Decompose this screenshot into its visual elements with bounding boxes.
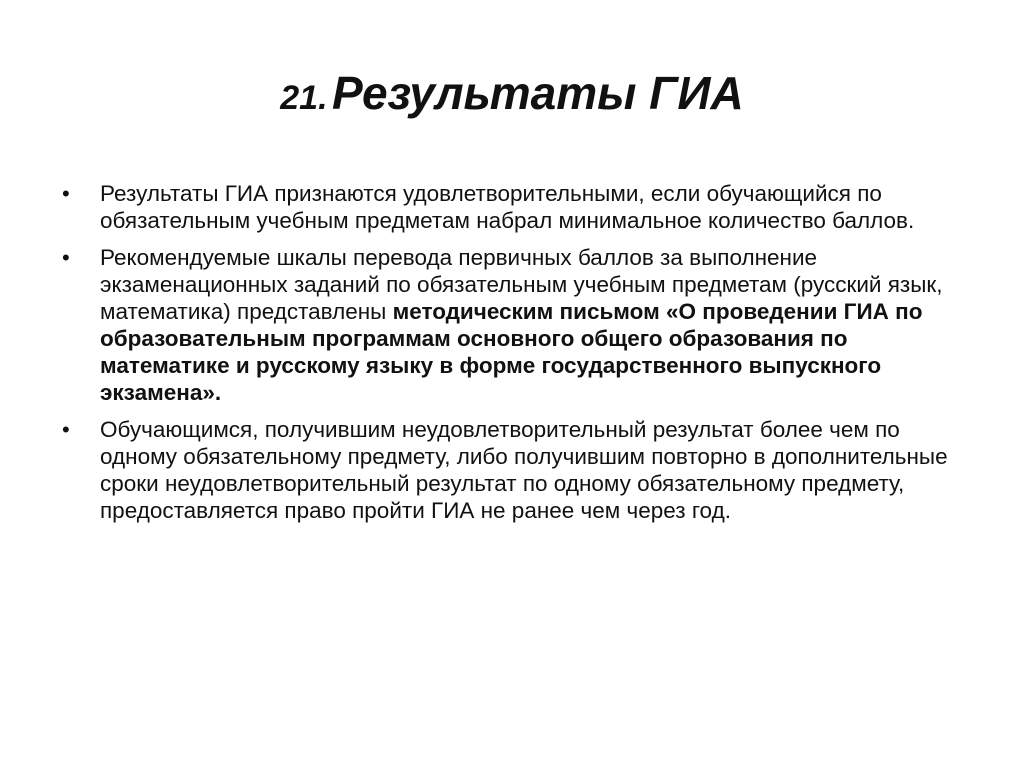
slide-title: [0, 66, 1024, 120]
bullet-text-bold: методическим письмом «О проведении ГИА по образовательным программам основного общего образования по математике и русскому языку в форме государственного выпускного экзамена».: [100, 299, 923, 405]
bullet-text: Обучающимся, получившим неудовлетворительный результат более чем по одному обязательному предмету, либо получившим повторно в дополнительные сроки неудовлетворительный результат по одному обязательному предмету, предоставляется право пройти ГИА не ранее чем через год.: [100, 417, 948, 523]
bullet-text-regular: Рекомендуемые шкалы перевода первичных баллов за выполнение экзаменационных заданий по обязательным учебным предметам (русский язык, математика) представлены: [100, 245, 943, 324]
slide-title-text: Результаты ГИА: [331, 67, 744, 119]
slide-title-number: 21.: [280, 79, 328, 117]
bullet-item-3: [62, 416, 982, 524]
bullet-marker: •: [62, 417, 70, 442]
bullet-list: [62, 180, 982, 534]
bullet-marker: •: [62, 245, 70, 270]
bullet-text: Результаты ГИА признаются удовлетворительными, если обучающийся по обязательным учебным предметам набрал минимальное количество баллов.: [100, 181, 915, 233]
bullet-item-1: [62, 180, 982, 234]
bullet-marker: •: [62, 181, 70, 206]
bullet-text: [100, 244, 982, 406]
bullet-item-2: [62, 244, 982, 406]
